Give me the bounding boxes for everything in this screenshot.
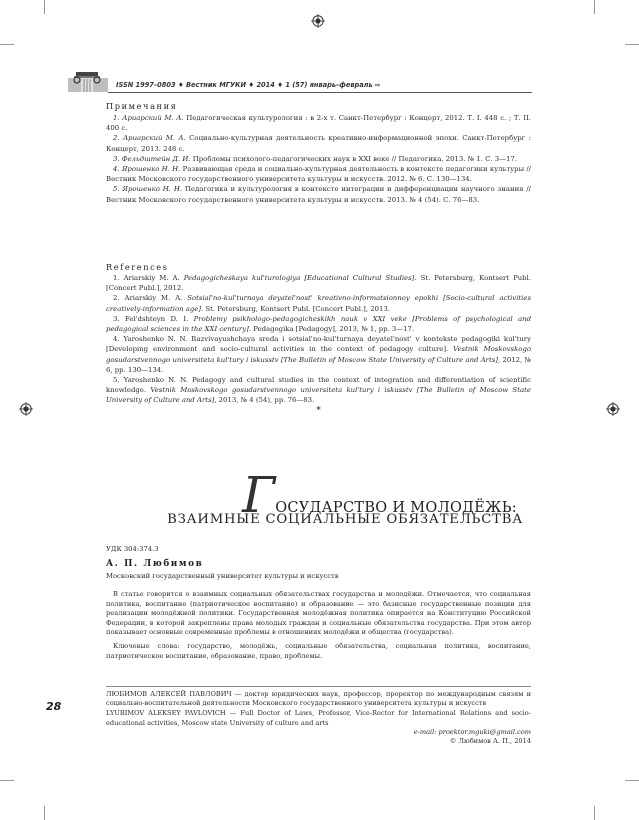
notes-section (106, 101, 531, 205)
author-footnote (106, 690, 531, 746)
article-title (106, 466, 531, 527)
notes-title: Примечания (106, 101, 178, 111)
author-info-en: LYUBIMOV ALEKSEY PAVLOVICH — Full Doctor of Laws, Professor, Vice-Rector for International Relations and socio-educational activities, Moscow state University of culture and arts (106, 709, 531, 727)
crop-mark (625, 780, 639, 781)
note-item (106, 164, 531, 184)
reference-item (106, 334, 531, 375)
reference-part: . Pedagogika [Pedagogy], 2013, № 1, pp. 3—17. (248, 325, 415, 334)
reference-title: Vestnik Moskovskogo gosudarstvennogo universiteta kul'tury i iskusstv [The Bulletin of Moscow State University of Culture and Arts] (106, 386, 531, 405)
note-item (106, 113, 531, 133)
crop-mark (625, 44, 639, 45)
note-text: Развивающая среда и социально-культурная деятельность в контексте педагогики культуры // Вестник Московского государственного университета культуры и искусств. 2012. № 6. С. 130—134. (106, 165, 532, 184)
reference-title: Sotsial'no-kul'turnaya deyatel'nost' kreativno-informatsionnoy epokhi [Socio-cultural activities creatively-information age] (106, 294, 531, 313)
reference-title: Problemy psikhologo-pedagogicheskikh nauk v XXI veke [Problems of psychological and pedagogical sciences in the XXI century] (106, 314, 531, 334)
section-separator: * (316, 405, 321, 416)
crop-mark (0, 44, 14, 45)
reference-part: , 2012, № 6, pp. 130—134. (106, 355, 531, 374)
reference-part: . St. Petersburg, Kontsert Publ. [Concert Publ.], 2013. (201, 304, 390, 313)
reference-part: 2. Ariarskiy M. A. (113, 294, 188, 303)
registration-mark-icon (19, 402, 33, 416)
reference-title: Pedagogicheskaya kul'turologiya [Educational Cultural Studies] (183, 274, 415, 282)
note-text: Проблемы психолого-педагогических наук в XXI веке // Педагогика. 2013. № 1. С. 3—17. (190, 154, 517, 163)
reference-part: 5. Yaroshenko N. N. Pedagogy and cultural studies in the context of integration and differentiation of scientific knowledge. (106, 376, 531, 395)
footnote-rule (106, 686, 531, 687)
reference-item (106, 293, 531, 313)
reference-item (106, 314, 531, 334)
note-item (106, 184, 531, 204)
page-number: 28 (46, 700, 62, 713)
reference-part: . St. Petersburg, Kontsert Publ. [Concert Publ.], 2012. (106, 274, 531, 293)
reference-item (106, 375, 531, 406)
references-title: References (106, 262, 169, 272)
title-line-1: ОСУДАРСТВО И МОЛОДЁЖЬ: (275, 500, 517, 516)
reference-part: 1. Ariarskiy M. A. (113, 274, 184, 282)
crop-mark (44, 0, 45, 14)
crop-mark (0, 780, 14, 781)
abstract-block (106, 590, 531, 661)
note-author: 3. Фельдштейн Д. И. (113, 154, 191, 163)
note-text: Педагогическая культурология : в 2-х т. Санкт-Петербург : Концерт, 2012. Т. I. 448 с. ; Т. II. 400 с. (106, 114, 531, 133)
journal-logo-icon (68, 70, 108, 92)
author-affiliation: Московский государственный университет культуры и искусств (106, 572, 339, 580)
reference-part: 3. Fel'dshteyn D. I. (113, 314, 194, 323)
abstract-text: В статье говорится о взаимных социальных обязательствах государства и молодёжи. Отмечается, что социальная политика, воспитание (патриотическое воспитание) и образование — это базисные государственные позиции для реализации молодёжной политики. Государственная молодёжная политика опирается на Конституцию Российской Федерации, в которой закреплены права молодых граждан и социальные обязательства государства. При этом автор показывает основные современные проблемы в отношениях молодёжи и общества (государства). (106, 590, 531, 637)
title-line-2: ВЗАИМНЫЕ СОЦИАЛЬНЫЕ ОБЯЗАТЕЛЬСТВА (167, 512, 523, 527)
reference-title: Vestnik Moskovskogo gosudarstvennogo universiteta kul'tury i iskusstv [The Bulletin of Moscow State University of Culture and Arts] (106, 345, 531, 364)
author-info-ru: ЛЮБИМОВ АЛЕКСЕЙ ПАВЛОВИЧ — доктор юридических наук, профессор, проректор по международным связям и социально-воспитательной деятельности Московского государственного университета культуры и искусств (106, 690, 531, 708)
note-author: 1. Ариарский М. А. (113, 114, 184, 122)
registration-mark-icon (606, 402, 620, 416)
note-author: 2. Ариарский М. А. (113, 134, 186, 143)
copyright-line: © Любимов А. П., 2014 (449, 737, 531, 746)
keywords-text: Ключевые слова: государство, молодёжь, социальные обязательства, социальная политика, воспитание, патриотическое воспитание, образование, право, проблемы. (106, 641, 531, 660)
header-rule (108, 92, 532, 93)
reference-item (106, 273, 531, 293)
reference-part: 4. Yaroshenko N. N. Razvivayushchaya sreda i sotsial'no-kul'turnaya deyatel'nost' v kontekste pedagogiki kul'tury [Developing environment and socio-cultural activities in the context of pedagogy culture]. (106, 335, 531, 354)
udk-code: УДК 304:374.3 (106, 545, 159, 553)
note-item (106, 133, 531, 153)
note-text: Социально-культурная деятельность креативно-информационной эпохи. Санкт-Петербург : Концерт, 2013. 248 с. (106, 134, 531, 153)
author-email: e-mail: proektor.mguki@gmail.com (413, 727, 531, 736)
references-section (106, 262, 531, 416)
note-author: 5. Ярошенко Н. Н. (113, 185, 183, 194)
registration-mark-icon (311, 14, 325, 28)
reference-part: , 2013, № 4 (54), pp. 76—83. (214, 396, 315, 405)
crop-mark (44, 806, 45, 820)
note-text: Педагогика и культурология в контексте интеграции и дифференциации научного знания // Вестник Московского государственного университета культуры и искусств. 2013. № 4 (54). С. 76—83. (106, 185, 531, 204)
title-drop-initial: Г (242, 466, 276, 524)
crop-mark (594, 806, 595, 820)
running-header: ISSN 1997–0803 ♦ Вестник МГУКИ ♦ 2014 ♦ 1 (57) январь–февраль ⇨ (116, 81, 381, 89)
crop-mark (594, 0, 595, 14)
article-author: А. П. Любимов (106, 559, 204, 569)
note-author: 4. Ярошенко Н. Н. (113, 165, 181, 174)
note-item (106, 154, 531, 164)
